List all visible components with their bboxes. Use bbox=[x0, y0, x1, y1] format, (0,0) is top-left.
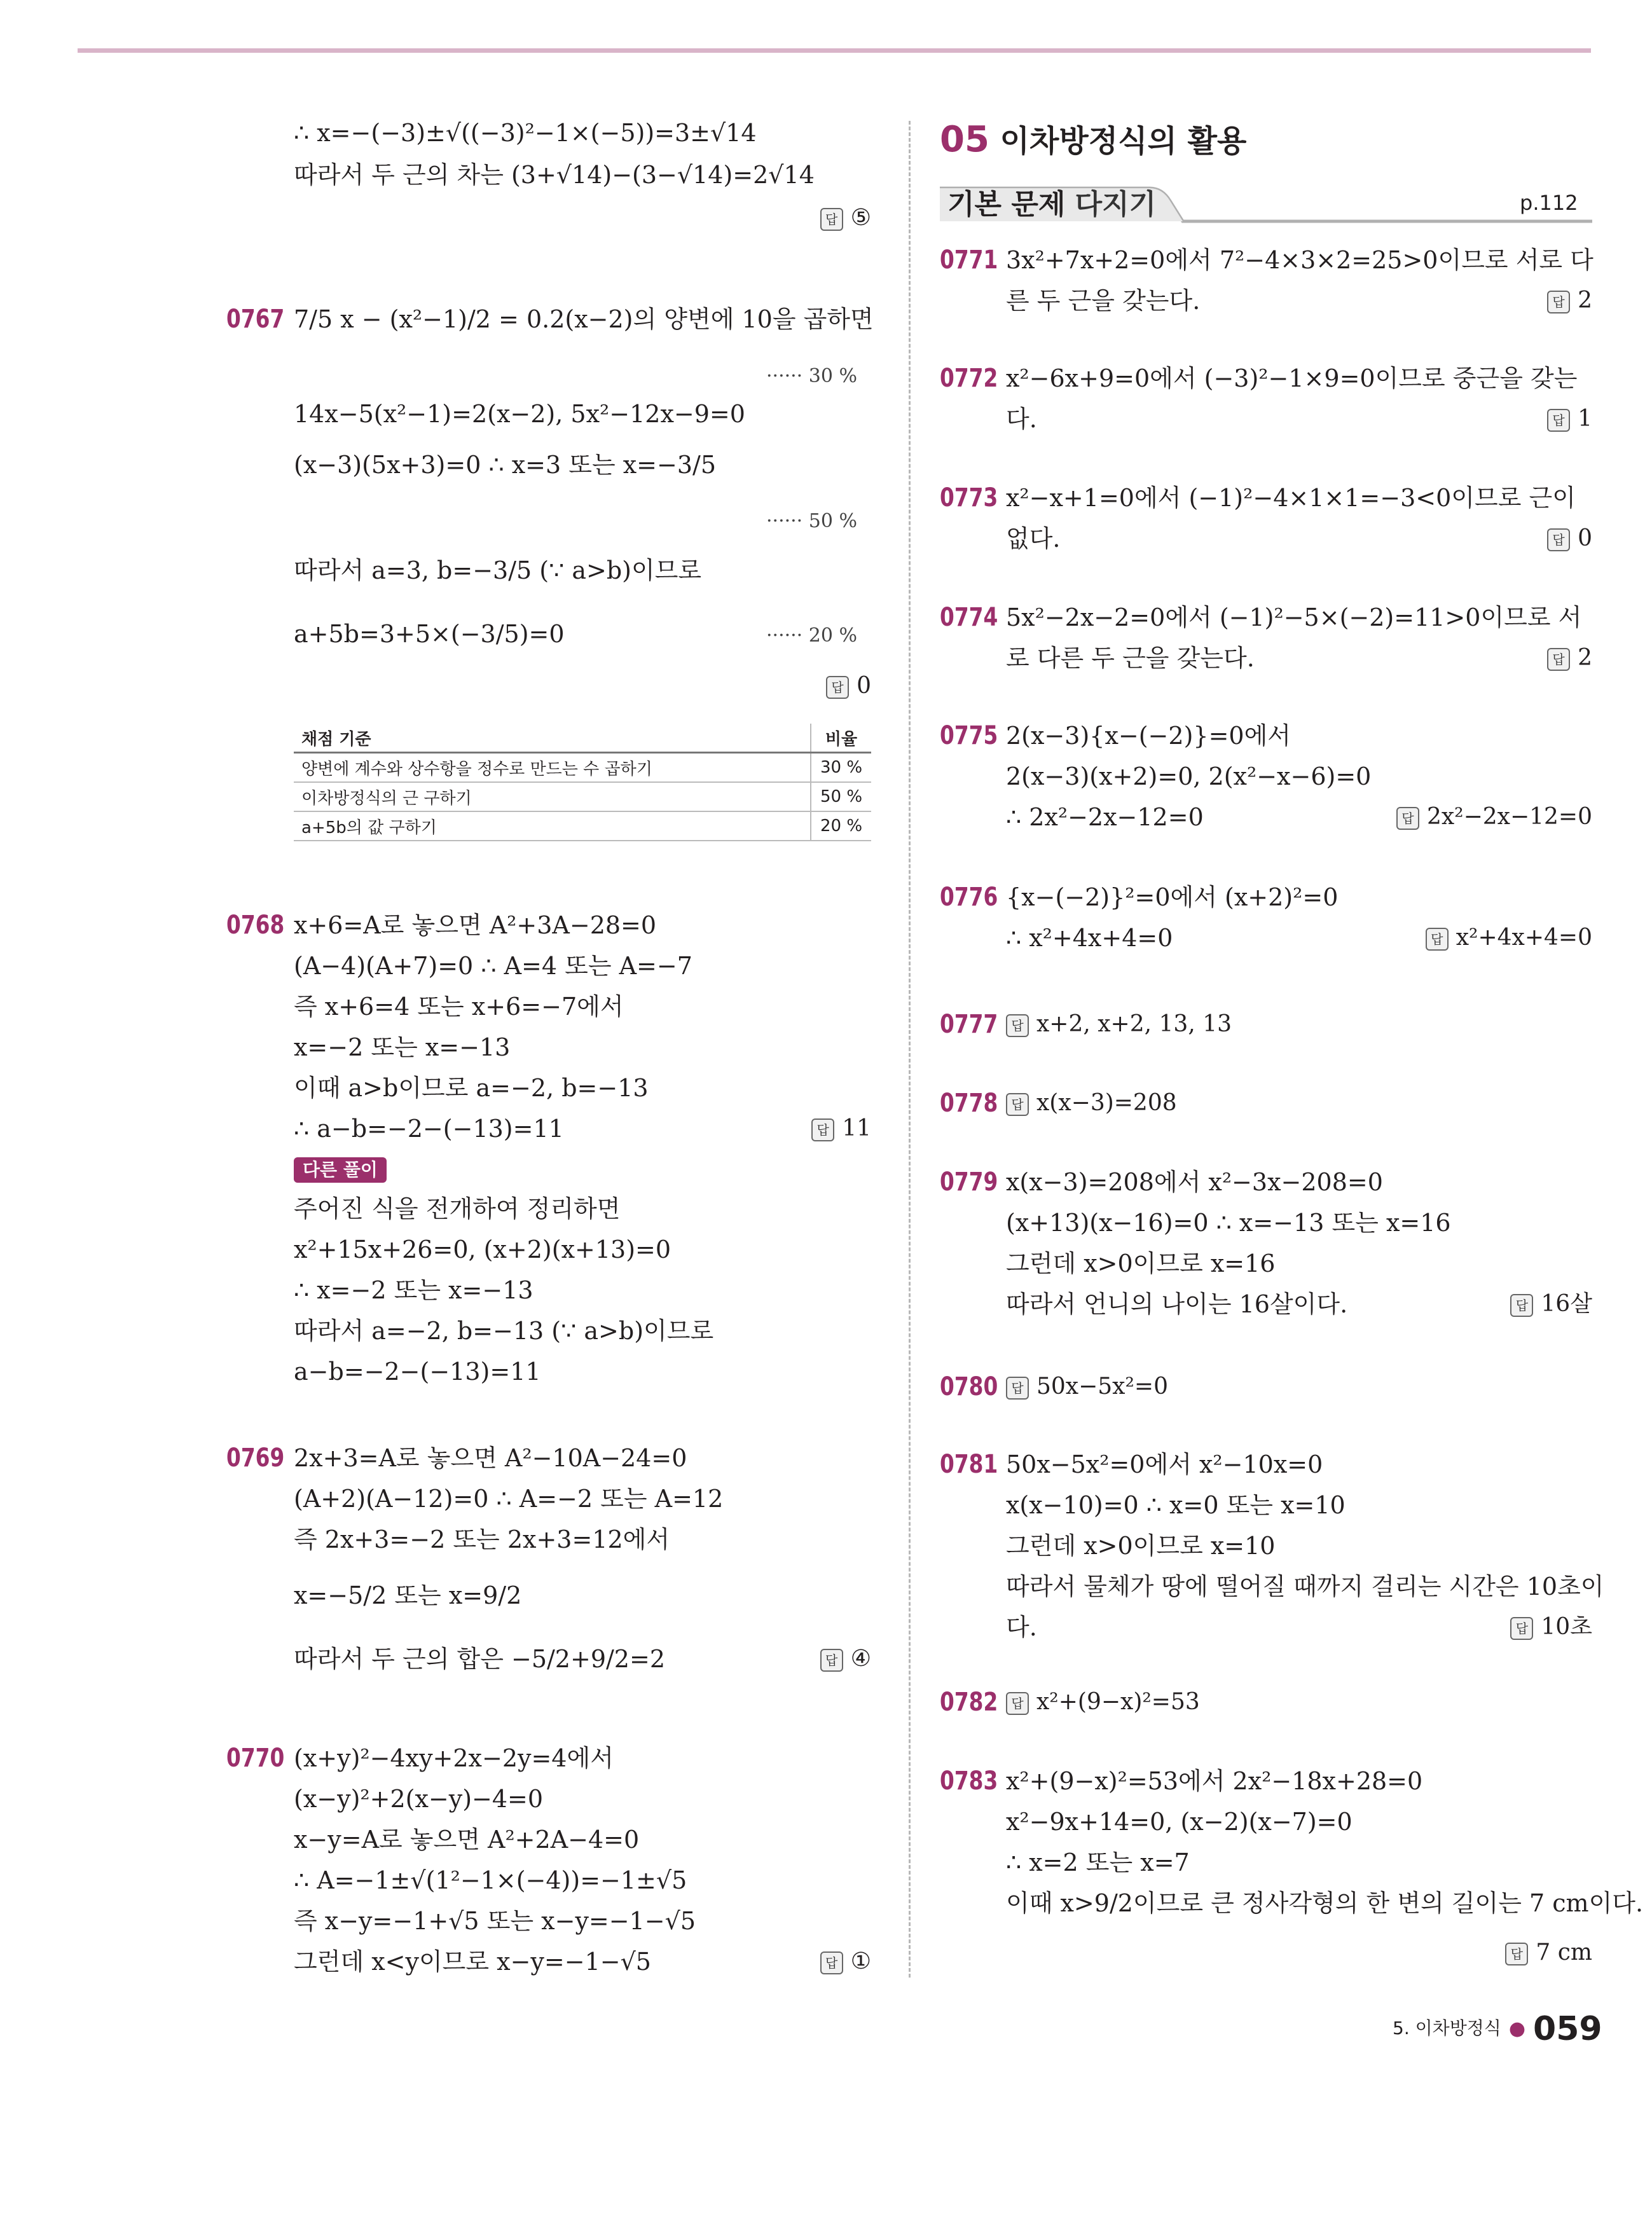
solution-line: (x−y)²+2(x−y)−4=0 bbox=[294, 1785, 544, 1813]
solution-line: x(x−10)=0 ∴ x=0 또는 x=10 bbox=[1006, 1491, 1346, 1519]
problem-number: 0772 bbox=[940, 364, 998, 393]
solution-line: 그런데 x>0이므로 x=16 bbox=[1006, 1249, 1276, 1277]
solution-line: 5x²−2x−2=0에서 (−1)²−5×(−2)=11>0이므로 서 bbox=[1006, 603, 1582, 631]
answer-icon: 답 bbox=[1006, 1692, 1029, 1715]
solution-line: 2(x−3){x−(−2)}=0에서 bbox=[1006, 722, 1291, 750]
answer-icon: 답 bbox=[826, 676, 849, 699]
solution-line: a−b=−2−(−13)=11 bbox=[294, 1358, 541, 1386]
solution-line: 7/5 x − (x²−1)/2 = 0.2(x−2)의 양변에 10을 곱하면 bbox=[294, 305, 874, 333]
table-row: 양변에 계수와 상수항을 정수로 만드는 수 곱하기 30 % bbox=[294, 753, 871, 783]
solution-line: 다. bbox=[1006, 1613, 1037, 1641]
answer-icon: 답 bbox=[820, 1649, 843, 1672]
problem-number: 0778 bbox=[940, 1089, 998, 1118]
solution-line: (x+y)²−4xy+2x−2y=4에서 bbox=[294, 1744, 614, 1772]
solution-line: ∴ x=−2 또는 x=−13 bbox=[294, 1276, 533, 1304]
answer: 답 ⑤ bbox=[763, 202, 871, 234]
answer-icon: 답 bbox=[1547, 409, 1570, 432]
solution-line: 주어진 식을 전개하여 정리하면 bbox=[294, 1195, 621, 1223]
problem-number: 0776 bbox=[940, 883, 998, 912]
answer-icon: 답 bbox=[1006, 1093, 1029, 1116]
solution-line: ∴ 2x²−2x−12=0 bbox=[1006, 803, 1204, 831]
column-divider bbox=[909, 121, 911, 1978]
score-percent: ······ 50 % bbox=[766, 510, 857, 532]
problem-number: 0782 bbox=[940, 1688, 998, 1717]
answer: 답 x(x−3)=208 bbox=[1006, 1087, 1177, 1119]
answer: 답 x²+(9−x)²=53 bbox=[1006, 1686, 1200, 1718]
solution-line: x²−9x+14=0, (x−2)(x−7)=0 bbox=[1006, 1808, 1353, 1836]
answer-icon: 답 bbox=[1547, 291, 1570, 313]
solution-line: x+6=A로 놓으면 A²+3A−28=0 bbox=[294, 911, 657, 939]
answer-icon: 답 bbox=[811, 1118, 834, 1141]
answer: 답 10초 bbox=[1325, 1611, 1592, 1643]
tab-title: 기본 문제 다지기 bbox=[947, 188, 1157, 221]
solution-line: x²−6x+9=0에서 (−3)²−1×9=0이므로 중근을 갖는 bbox=[1006, 364, 1578, 392]
answer-icon: 답 bbox=[1426, 928, 1449, 951]
solution-line: 이때 x>9/2이므로 큰 정사각형의 한 변의 길이는 7 cm이다. bbox=[1006, 1889, 1644, 1917]
solution-line: 로 다른 두 근을 갖는다. bbox=[1006, 644, 1255, 672]
solution-line: x=−2 또는 x=−13 bbox=[294, 1033, 511, 1061]
answer-icon: 답 bbox=[820, 208, 843, 231]
solution-line: 따라서 a=3, b=−3/5 (∵ a>b)이므로 bbox=[294, 556, 702, 584]
cont-line: 따라서 두 근의 차는 (3+√14)−(3−√14)=2√14 bbox=[294, 161, 815, 189]
solution-line: 따라서 물체가 땅에 떨어질 때까지 걸리는 시간은 10초이 bbox=[1006, 1573, 1604, 1600]
answer-icon: 답 bbox=[1006, 1377, 1029, 1400]
answer-icon: 답 bbox=[1547, 528, 1570, 551]
problem-number: 0774 bbox=[940, 603, 998, 632]
alt-solution-badge: 다른 풀이 bbox=[294, 1157, 387, 1183]
answer: 답 1 bbox=[1325, 403, 1592, 435]
solution-line: ∴ x²+4x+4=0 bbox=[1006, 924, 1173, 952]
problem-number: 0780 bbox=[940, 1372, 998, 1401]
answer: 답 2 bbox=[1325, 285, 1592, 317]
problem-number: 0770 bbox=[226, 1744, 285, 1773]
answer-icon: 답 bbox=[1510, 1294, 1533, 1317]
solution-line: 다. bbox=[1006, 405, 1037, 433]
solution-line: ∴ a−b=−2−(−13)=11 bbox=[294, 1115, 564, 1143]
answer: 답 2x²−2x−12=0 bbox=[1325, 801, 1592, 833]
solution-line: x²+(9−x)²=53에서 2x²−18x+28=0 bbox=[1006, 1767, 1423, 1795]
answer-icon: 답 bbox=[1547, 648, 1570, 671]
solution-line: x(x−3)=208에서 x²−3x−208=0 bbox=[1006, 1168, 1383, 1196]
solution-line: 3x²+7x+2=0에서 7²−4×3×2=25>0이므로 서로 다 bbox=[1006, 246, 1593, 274]
chapter-label: 5. 이차방정식 bbox=[1393, 2018, 1501, 2039]
solution-line: (x−3)(5x+3)=0 ∴ x=3 또는 x=−3/5 bbox=[294, 451, 717, 479]
table-row: 이차방정식의 근 구하기 50 % bbox=[294, 782, 871, 811]
solution-line: 따라서 언니의 나이는 16살이다. bbox=[1006, 1290, 1348, 1318]
solution-line: 2x+3=A로 놓으면 A²−10A−24=0 bbox=[294, 1444, 687, 1472]
answer-icon: 답 bbox=[1396, 807, 1419, 830]
answer: 답 7 cm bbox=[1325, 1937, 1592, 1969]
problem-number: 0779 bbox=[940, 1167, 998, 1197]
scoring-table bbox=[294, 724, 871, 841]
problem-number: 0783 bbox=[940, 1766, 998, 1796]
solution-line: (A+2)(A−12)=0 ∴ A=−2 또는 A=12 bbox=[294, 1485, 724, 1513]
solution-line: 그런데 x>0이므로 x=10 bbox=[1006, 1532, 1276, 1560]
solution-line: 그런데 x<y이므로 x−y=−1−√5 bbox=[294, 1948, 651, 1976]
solution-line: 따라서 두 근의 합은 −5/2+9/2=2 bbox=[294, 1645, 665, 1673]
problem-number: 0775 bbox=[940, 721, 998, 750]
answer-icon: 답 bbox=[1006, 1014, 1029, 1037]
problem-number: 0768 bbox=[226, 911, 285, 940]
solution-line: 른 두 근을 갖는다. bbox=[1006, 287, 1201, 315]
solution-line: x²+15x+26=0, (x+2)(x+13)=0 bbox=[294, 1235, 671, 1263]
table-header: 비율 bbox=[811, 724, 871, 753]
answer: 답 x²+4x+4=0 bbox=[1325, 922, 1592, 954]
problem-number: 0767 bbox=[226, 305, 285, 334]
answer: 답 ① bbox=[763, 1946, 871, 1978]
problem-number: 0777 bbox=[940, 1010, 998, 1039]
answer-icon: 답 bbox=[820, 1951, 843, 1974]
solution-line: x²−x+1=0에서 (−1)²−4×1×1=−3<0이므로 근이 bbox=[1006, 484, 1576, 512]
solution-line: (A−4)(A+7)=0 ∴ A=4 또는 A=−7 bbox=[294, 952, 692, 980]
solution-line: 따라서 a=−2, b=−13 (∵ a>b)이므로 bbox=[294, 1317, 714, 1345]
page-reference: p.112 bbox=[1520, 191, 1578, 215]
solution-line: 50x−5x²=0에서 x²−10x=0 bbox=[1006, 1450, 1323, 1478]
answer: 답 16살 bbox=[1325, 1288, 1592, 1320]
score-percent: ······ 30 % bbox=[766, 365, 857, 387]
solution-line: 즉 x−y=−1+√5 또는 x−y=−1−√5 bbox=[294, 1907, 696, 1935]
solution-line: {x−(−2)}²=0에서 (x+2)²=0 bbox=[1006, 883, 1339, 911]
bullet-icon: ● bbox=[1508, 2018, 1526, 2040]
solution-line: 14x−5(x²−1)=2(x−2), 5x²−12x−9=0 bbox=[294, 400, 745, 428]
top-rule bbox=[78, 48, 1591, 53]
table-row: a+5b의 값 구하기 20 % bbox=[294, 811, 871, 841]
solution-line: 즉 x+6=4 또는 x+6=−7에서 bbox=[294, 993, 624, 1021]
solution-line: 없다. bbox=[1006, 525, 1061, 553]
answer-icon: 답 bbox=[1505, 1943, 1528, 1965]
footer bbox=[1393, 2009, 1602, 2048]
solution-line: ∴ x=2 또는 x=7 bbox=[1006, 1848, 1190, 1876]
score-percent: ······ 20 % bbox=[766, 624, 857, 647]
page-number: 059 bbox=[1533, 2010, 1602, 2048]
problem-number: 0769 bbox=[226, 1443, 285, 1473]
problem-number: 0773 bbox=[940, 483, 998, 513]
table-header: 채점 기준 bbox=[294, 724, 811, 753]
answer-icon: 답 bbox=[1510, 1617, 1533, 1640]
solution-line: 이때 a>b이므로 a=−2, b=−13 bbox=[294, 1074, 649, 1102]
answer: 답 2 bbox=[1325, 642, 1592, 674]
answer: 답 0 bbox=[763, 670, 871, 702]
section-number: 05 bbox=[940, 119, 989, 160]
answer: 답 11 bbox=[763, 1113, 871, 1145]
solution-line: x=−5/2 또는 x=9/2 bbox=[294, 1581, 522, 1609]
problem-number: 0781 bbox=[940, 1450, 998, 1479]
answer: 답 0 bbox=[1325, 523, 1592, 554]
answer: 답 50x−5x²=0 bbox=[1006, 1371, 1168, 1403]
solution-line: (x+13)(x−16)=0 ∴ x=−13 또는 x=16 bbox=[1006, 1209, 1451, 1237]
solution-line: a+5b=3+5×(−3/5)=0 bbox=[294, 620, 565, 648]
solution-line: x−y=A로 놓으면 A²+2A−4=0 bbox=[294, 1826, 640, 1854]
problem-number: 0771 bbox=[940, 245, 998, 275]
solution-line: ∴ A=−1±√(1²−1×(−4))=−1±√5 bbox=[294, 1866, 687, 1894]
cont-line: ∴ x=−(−3)±√((−3)²−1×(−5))=3±√14 bbox=[294, 119, 757, 147]
solution-line: 즉 2x+3=−2 또는 2x+3=12에서 bbox=[294, 1525, 670, 1553]
solution-line: 2(x−3)(x+2)=0, 2(x²−x−6)=0 bbox=[1006, 762, 1372, 790]
section-title: 05 이차방정식의 활용 bbox=[940, 119, 1247, 160]
answer: 답 ④ bbox=[763, 1643, 871, 1675]
answer: 답 x+2, x+2, 13, 13 bbox=[1006, 1008, 1232, 1040]
